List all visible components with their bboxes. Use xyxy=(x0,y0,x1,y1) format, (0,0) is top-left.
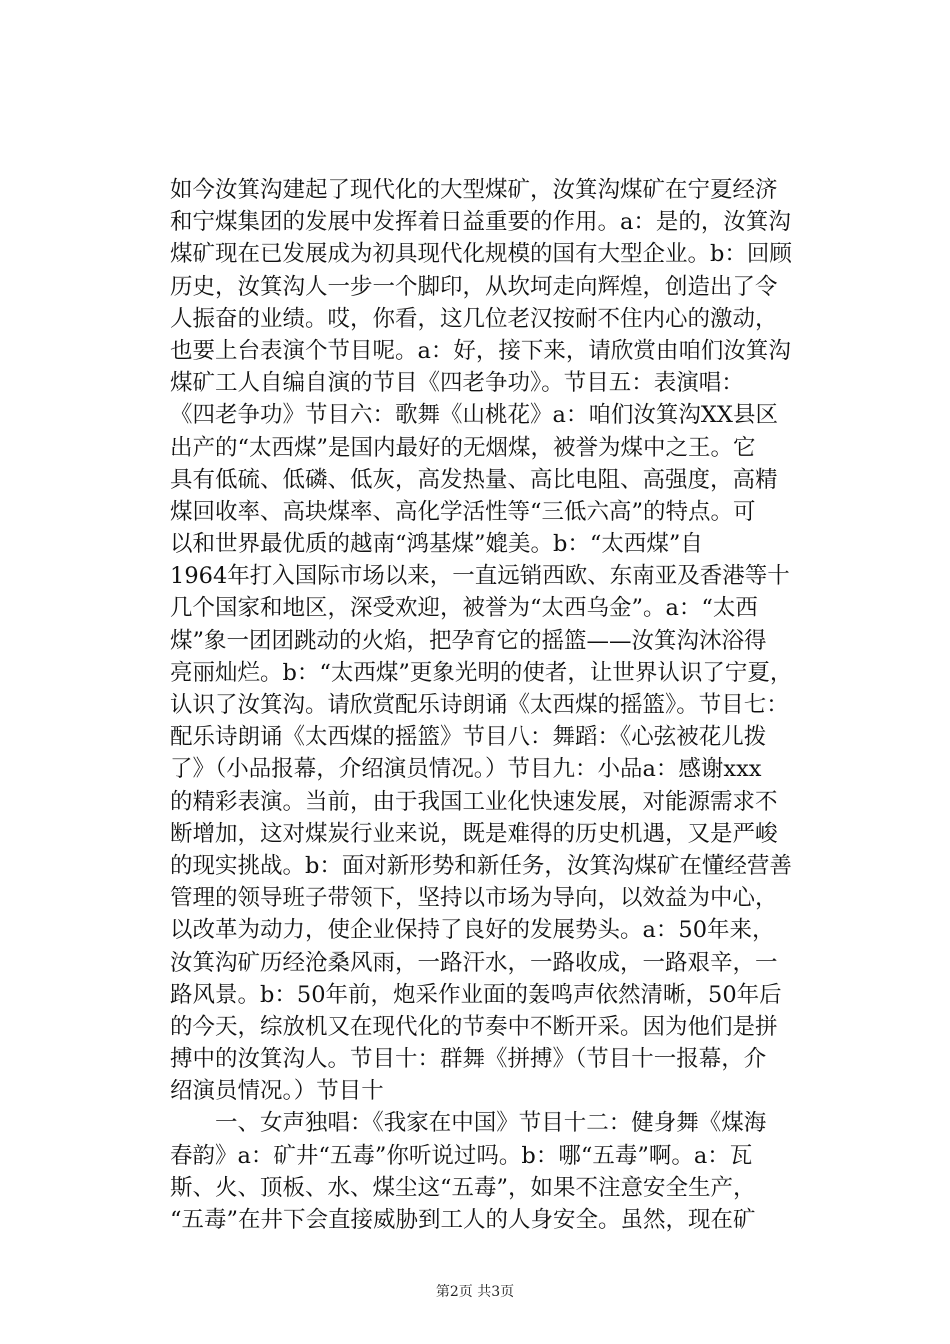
text-line: 的精彩表演。当前，由于我国工业化快速发展，对能源需求不 xyxy=(170,788,778,815)
text-line: 和宁煤集团的发展中发挥着日益重要的作用。a：是的，汝箕沟 xyxy=(170,209,791,236)
text-line: 路风景。b：50年前，炮采作业面的轰鸣声依然清晰，50年后 xyxy=(170,981,782,1008)
text-line: 1964年打入国际市场以来，一直远销西欧、东南亚及香港等十 xyxy=(170,563,790,590)
text-line: 煤矿现在已发展成为初具现代化规模的国有大型企业。b：回顾 xyxy=(170,241,792,268)
text-line: 以和世界最优质的越南“鸿基煤”媲美。b：“太西煤”自 xyxy=(170,531,703,558)
text-line: 认识了汝箕沟。请欣赏配乐诗朗诵《太西煤的摇篮》。节目七： xyxy=(170,692,789,718)
text-line: 煤矿工人自编自演的节目《四老争功》。节目五：表演唱： xyxy=(170,370,744,397)
text-line: 如今汝箕沟建起了现代化的大型煤矿，汝箕沟煤矿在宁夏经济 xyxy=(170,177,778,203)
text-line: 了》（小品报幕，介绍演员情况。）节目九：小品a：感谢xxx xyxy=(170,756,762,783)
text-line: 汝箕沟矿历经沧桑风雨，一路汗水，一路收成，一路艰辛，一 xyxy=(170,949,778,976)
body-text xyxy=(170,174,810,1236)
text-line: 人振奋的业绩。哎，你看，这几位老汉按耐不住内心的激动， xyxy=(170,305,778,332)
text-line: 搏中的汝箕沟人。节目十：群舞《拼搏》（节目十一报幕，介 xyxy=(170,1046,767,1073)
text-line: 绍演员情况。）节目十 xyxy=(170,1078,384,1105)
text-line: 煤回收率、高块煤率、高化学活性等“三低六高”的特点。可 xyxy=(170,498,756,525)
text-line: 斯、火、顶板、水、煤尘这“五毒”，如果不注意安全生产， xyxy=(170,1174,756,1201)
text-line: 煤”象一团团跳动的火焰，把孕育它的摇篮——汝箕沟沐浴得 xyxy=(170,627,767,654)
page-footer xyxy=(0,1282,950,1302)
text-line: 的今天，综放机又在现代化的节奏中不断开采。因为他们是拼 xyxy=(170,1013,778,1040)
text-line: 一、女声独唱：《我家在中国》节目十二：健身舞《煤海 xyxy=(170,1110,767,1137)
text-line: 也要上台表演个节目呢。a：好，接下来，请欣赏由咱们汝箕沟 xyxy=(170,337,791,364)
page-number: 第2页 共3页 xyxy=(435,1284,515,1300)
text-line: 配乐诗朗诵《太西煤的摇篮》节目八：舞蹈：《心弦被花儿拨 xyxy=(170,724,767,751)
text-line: 几个国家和地区，深受欢迎，被誉为“太西乌金”。a：“太西 xyxy=(170,595,758,622)
text-line: 断增加，这对煤炭行业来说，既是难得的历史机遇，又是严峻 xyxy=(170,820,778,847)
text-line: “五毒”在井下会直接威胁到工人的人身安全。虽然，现在矿 xyxy=(170,1207,756,1233)
text-line: 历史，汝箕沟人一步一个脚印，从坎坷走向辉煌，创造出了令 xyxy=(170,273,778,300)
text-line: 具有低硫、低磷、低灰，高发热量、高比电阻、高强度，高精 xyxy=(170,466,778,493)
text-line: 《四老争功》节目六：歌舞《山桃花》a：咱们汝箕沟XX县区 xyxy=(170,402,778,429)
text-line: 亮丽灿烂。b：“太西煤”更象光明的使者，让世界认识了宁夏， xyxy=(170,659,793,686)
text-line: 的现实挑战。b：面对新形势和新任务，汝箕沟煤矿在懂经营善 xyxy=(170,852,792,879)
text-line: 以改革为动力，使企业保持了良好的发展势头。a：50年来， xyxy=(170,917,775,944)
text-line: 出产的“太西煤”是国内最好的无烟煤，被誉为煤中之王。它 xyxy=(170,434,756,461)
text-line: 春韵》a：矿井“五毒”你听说过吗。b：哪“五毒”啊。a：瓦 xyxy=(170,1142,753,1169)
text-line: 管理的领导班子带领下，坚持以市场为导向，以效益为中心， xyxy=(170,885,778,912)
